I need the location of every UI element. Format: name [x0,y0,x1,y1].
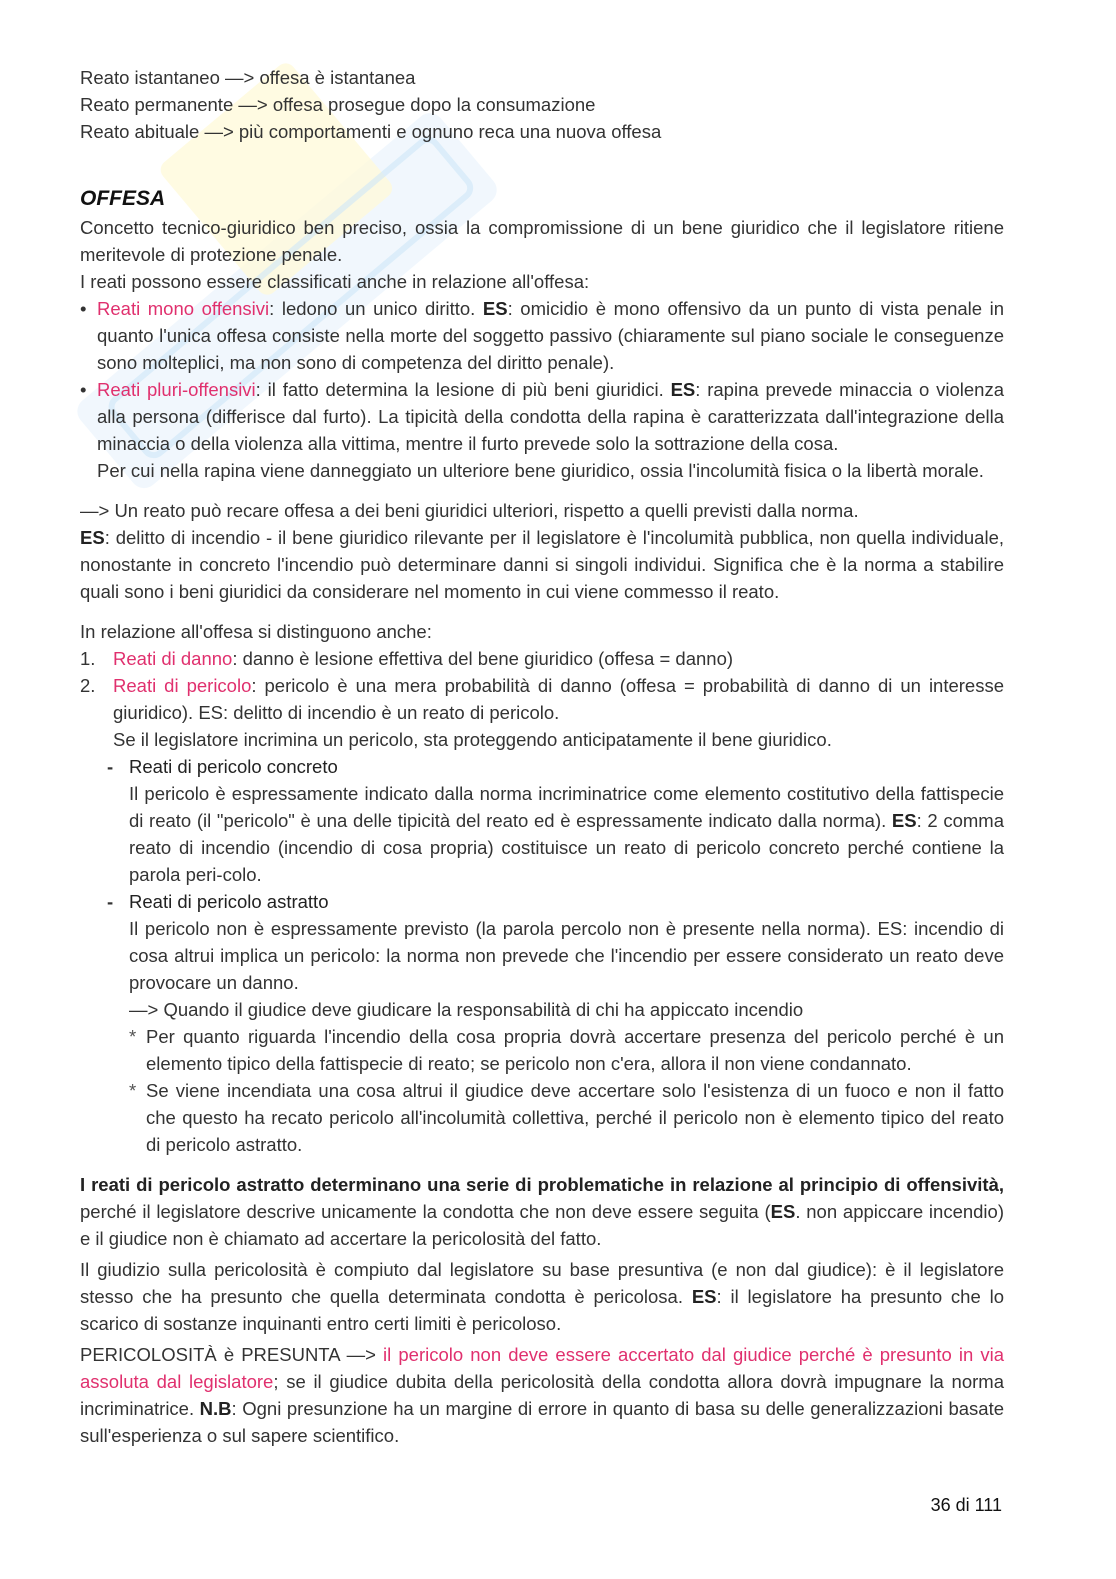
relazione-lead: In relazione all'offesa si distinguono anche: [80,621,432,642]
ulteriori-example: ES: delitto di incendio - il bene giuridico rilevante per il legislatore è l'incolumità pubblica, non quella individuale, nonostante in concreto l'incendio può determinare danni si singoli individui. Significa che è la norma a stabilire quali sono i beni giuridici da considerare nel momento in cui viene commesso il reato. [80,527,1004,602]
bullet-glyph: • [80,298,87,319]
star-item-cosa-altrui: * Se viene incendiata una cosa altrui il giudice deve accertare solo l'esistenza di un fuoco e non il fatto che questo ha recato pericolo all'incolumità collettiva, perché il pericolo non è elemento tipico del reato di pericolo astratto. [129,1080,1004,1155]
subheading-pericolo-concreto: - Reati di pericolo concreto [107,756,338,777]
es-label: ES [482,298,508,319]
pericolo-concreto-text: Il pericolo è espressamente indicato dalla norma incriminatrice come elemento costitutivo della fattispecie di reato (il "pericolo" è una delle tipicità del reato ed è espressamente indicato dalla norma). ES: 2 comma reato di incendio (incendio di cosa propria) costituisce un reato di pericolo concreto perché contiene la parola peri-colo. [129,783,1004,885]
list-item-reati-di-danno: 1. Reati di danno: danno è lesione effettiva del bene giuridico (offesa = danno) [80,648,734,669]
subheading-pericolo-astratto: - Reati di pericolo astratto [107,891,329,912]
term-reati-di-danno: Reati di danno [113,648,233,669]
problematiche-paragraph: I reati di pericolo astratto determinano una serie di problematiche in relazione al principio di offensività, perché il legislatore descrive unicamente la condotta che non deve essere seguita (ES. non appiccare incendio) e il giudice non è chiamato ad accertare la pericolosità del fatto. [80,1174,1004,1249]
es-label: ES [670,379,696,400]
page-number: 36 di 111 [930,1495,1002,1515]
pluri-offensivi-note: Per cui nella rapina viene danneggiato un ulteriore bene giuridico, ossia l'incolumità fisica o la libertà morale. [97,460,984,481]
pericolo-subnote: Se il legislatore incrimina un pericolo, sta proteggendo anticipatamente il bene giuridico. [113,729,832,750]
term-reati-di-pericolo: Reati di pericolo [113,675,252,696]
pericolo-astratto-arrow: —> Quando il giudice deve giudicare la responsabilità di chi ha appiccato incendio [129,999,804,1020]
term-mono-offensivi: Reati mono offensivi [97,298,270,319]
bullet-pluri-offensivi: • Reati pluri-offensivi: il fatto determina la lesione di più beni giuridici. ES: rapina prevede minaccia o violenza alla persona (differisce dal furto). La tipicità della condotta della rapina è caratterizzata dall'integrazione della minaccia o della violenza alla vittima, mentre il furto prevede solo la sottrazione della cosa. [80,376,1004,457]
section-heading-offesa: OFFESA [80,187,166,210]
star-item-cosa-propria: * Per quanto riguarda l'incendio della cosa propria dovrà accertare presenza del pericolo perché è un elemento tipico della fattispecie di reato; se pericolo non c'era, allora il non viene condannato. [129,1026,1004,1074]
intro-line-istantaneo: Reato istantaneo —> offesa è istantanea [80,67,416,88]
bullet-glyph: • [80,379,87,400]
term-pluri-offensivi: Reati pluri-offensivi [97,379,256,400]
presunta-paragraph: PERICOLOSITÀ è PRESUNTA —> il pericolo non deve essere accertato dal giudice perché è presunto in via assoluta dal legislatore; se il giudice dubita della pericolosità della condotta allora dovrà impugnare la norma incriminatrice. N.B: Ogni presunzione ha un margine di errore in quanto di basa su delle generalizzazioni basate sull'esperienza o sul sapere scientifico. [80,1344,1004,1446]
intro-line-permanente: Reato permanente —> offesa prosegue dopo la consumazione [80,94,596,115]
page-content [80,64,1004,1449]
intro-line-abituale: Reato abituale —> più comportamenti e ognuno reca una nuova offesa [80,121,662,142]
pericolo-astratto-text: Il pericolo non è espressamente previsto (la parola percolo non è presente nella norma). ES: incendio di cosa altrui implica un pericolo: la norma non prevede che l'incendio per essere considerato un reato deve provocare un danno. [129,918,1004,993]
offesa-definition: Concetto tecnico-giuridico ben preciso, ossia la compromissione di un bene giuridico che il legislatore ritiene meritevole di protezione penale. [80,217,1004,265]
giudizio-paragraph: Il giudizio sulla pericolosità è compiuto dal legislatore su base presuntiva (e non dal giudice): è il legislatore stesso che ha presunto che quella determinata condotta è pericolosa. ES: il legislatore ha presunto che lo scarico di sostanze inquinanti entro certi limiti è pericoloso. [80,1259,1004,1334]
list-item-reati-di-pericolo: 2. Reati di pericolo: pericolo è una mera probabilità di danno (offesa = probabilità di danno di un interesse giuridico). ES: delitto di incendio è un reato di pericolo. [80,675,1005,723]
bullet-mono-offensivi: • Reati mono offensivi: ledono un unico diritto. ES: omicidio è mono offensivo da un punto di vista penale in quanto l'unica offesa consiste nella morte del soggetto passivo (chiaramente sul piano sociale le conseguenze sono molteplici, ma non sono di competenza del diritto penale). [80,295,1004,376]
offesa-lead: I reati possono essere classificati anche in relazione all'offesa: [80,271,590,292]
ulteriori-arrow-line: —> Un reato può recare offesa a dei beni giuridici ulteriori, rispetto a quelli previsti dalla norma. [80,500,859,521]
